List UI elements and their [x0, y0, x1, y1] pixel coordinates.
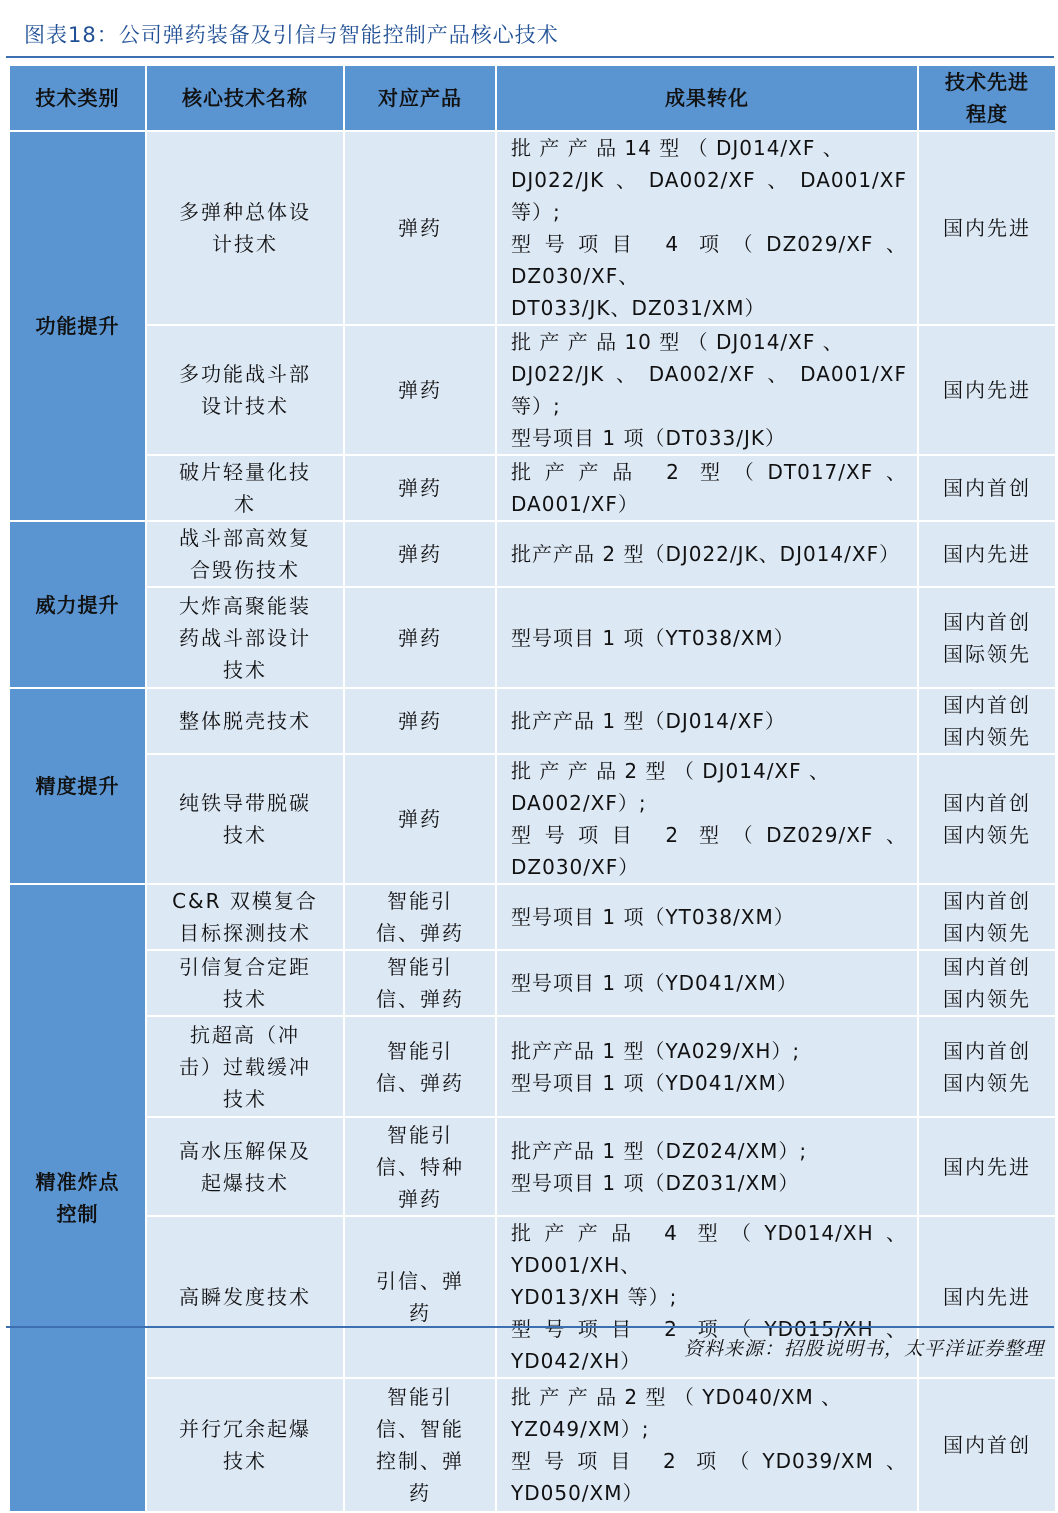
level: 国内首创 国内领先	[918, 688, 1056, 754]
table-row	[9, 455, 1056, 521]
tech-name: 并行冗余起爆 技术	[146, 1378, 344, 1512]
tech-name: 高瞬发度技术	[146, 1216, 344, 1378]
result: 批产产品 4 型（YD014/XH、YD001/XH、 YD013/XH 等）; 型号项目 2 项（YD015/XH、YD042/XH）	[496, 1216, 918, 1378]
category-precision: 精度提升	[9, 688, 146, 884]
tech-name: 抗超高（冲 击）过载缓冲 技术	[146, 1016, 344, 1117]
source-text: 资料来源：招股说明书，太平洋证券整理	[683, 1338, 1044, 1360]
level: 国内首创 国内领先	[918, 950, 1056, 1016]
tech-name: C&R 双模复合 目标探测技术	[146, 884, 344, 950]
result: 批 产 产 品 2 型 （ DJ014/XF 、 DA002/XF）; 型号项目 2 型（DZ029/XF、DZ030/XF）	[496, 754, 918, 884]
result: 型号项目 1 项（YT038/XM）	[496, 587, 918, 688]
header-tech: 核心技术名称	[146, 65, 344, 131]
header-level-line2: 程度	[966, 102, 1008, 126]
product: 智能引 信、弹药	[344, 950, 496, 1016]
product: 智能引 信、弹药	[344, 1016, 496, 1117]
level: 国内首创 国际领先	[918, 587, 1056, 688]
table-header-row	[9, 65, 1056, 131]
product: 弹药	[344, 131, 496, 325]
product: 智能引 信、弹药	[344, 884, 496, 950]
table-row	[9, 1117, 1056, 1216]
result: 批产产品 1 型（DZ024/XM）; 型号项目 1 项（DZ031/XM）	[496, 1117, 918, 1216]
table-row	[9, 131, 1056, 325]
result: 批 产 产 品 10 型 （ DJ014/XF 、 DJ022/JK、DA002/XF、DA001/XF 等）; 型号项目 1 项（DT033/JK）	[496, 325, 918, 455]
product: 弹药	[344, 325, 496, 455]
tech-name: 战斗部高效复 合毁伤技术	[146, 521, 344, 587]
result: 批 产 产 品 2 型 （ YD040/XM 、 YZ049/XM）; 型号项目 2 项（YD039/XM、YD050/XM）	[496, 1378, 918, 1512]
level: 国内先进	[918, 1117, 1056, 1216]
table-row	[9, 1016, 1056, 1117]
table-row	[9, 325, 1056, 455]
figure-caption	[6, 0, 1054, 58]
tech-name: 纯铁导带脱碳 技术	[146, 754, 344, 884]
level: 国内首创 国内领先	[918, 754, 1056, 884]
result: 批产产品 2 型（DJ022/JK、DJ014/XF）	[496, 521, 918, 587]
table-row	[9, 754, 1056, 884]
result: 型号项目 1 项（YD041/XM）	[496, 950, 918, 1016]
tech-name: 大炸高聚能装 药战斗部设计 技术	[146, 587, 344, 688]
result: 批产产品 2 型（DT017/XF、DA001/XF）	[496, 455, 918, 521]
tech-name: 破片轻量化技 术	[146, 455, 344, 521]
tech-name: 引信复合定距 技术	[146, 950, 344, 1016]
table-row	[9, 1378, 1056, 1512]
product: 智能引 信、特种 弹药	[344, 1117, 496, 1216]
category-fuze-control: 精准炸点 控制	[9, 884, 146, 1512]
table-row	[9, 521, 1056, 587]
header-result: 成果转化	[496, 65, 918, 131]
level: 国内首创 国内领先	[918, 1016, 1056, 1117]
product: 弹药	[344, 754, 496, 884]
level: 国内首创	[918, 1378, 1056, 1512]
result: 型号项目 1 项（YT038/XM）	[496, 884, 918, 950]
product: 弹药	[344, 455, 496, 521]
tech-name: 多功能战斗部 设计技术	[146, 325, 344, 455]
product: 弹药	[344, 521, 496, 587]
tech-name: 整体脱壳技术	[146, 688, 344, 754]
table-row	[9, 688, 1056, 754]
tech-name: 多弹种总体设 计技术	[146, 131, 344, 325]
level: 国内首创 国内领先	[918, 884, 1056, 950]
product: 引信、弹 药	[344, 1216, 496, 1378]
table-row	[9, 950, 1056, 1016]
tech-name: 高水压解保及 起爆技术	[146, 1117, 344, 1216]
level: 国内先进	[918, 131, 1056, 325]
table-row	[9, 587, 1056, 688]
level: 国内先进	[918, 1216, 1056, 1378]
result: 批产产品 1 型（YA029/XH）; 型号项目 1 项（YD041/XM）	[496, 1016, 918, 1117]
category-function: 功能提升	[9, 131, 146, 521]
header-category: 技术类别	[9, 65, 146, 131]
header-level-line1: 技术先进	[945, 70, 1029, 94]
table-row	[9, 884, 1056, 950]
level: 国内先进	[918, 521, 1056, 587]
level: 国内首创	[918, 455, 1056, 521]
category-power: 威力提升	[9, 521, 146, 688]
product: 弹药	[344, 587, 496, 688]
product: 智能引 信、智能 控制、弹 药	[344, 1378, 496, 1512]
core-technology-table	[8, 64, 1057, 1513]
source-note	[6, 1326, 1054, 1368]
result: 批产产品 1 型（DJ014/XF）	[496, 688, 918, 754]
level: 国内先进	[918, 325, 1056, 455]
result: 批 产 产 品 14 型 （ DJ014/XF 、 DJ022/JK、DA002/XF、DA001/XF 等）; 型号项目 4 项（DZ029/XF、DZ030/XF、 DT033/JK、DZ031/XM）	[496, 131, 918, 325]
product: 弹药	[344, 688, 496, 754]
header-level	[918, 65, 1056, 131]
header-product: 对应产品	[344, 65, 496, 131]
caption-text: 图表18：公司弹药装备及引信与智能控制产品核心技术	[24, 23, 559, 47]
